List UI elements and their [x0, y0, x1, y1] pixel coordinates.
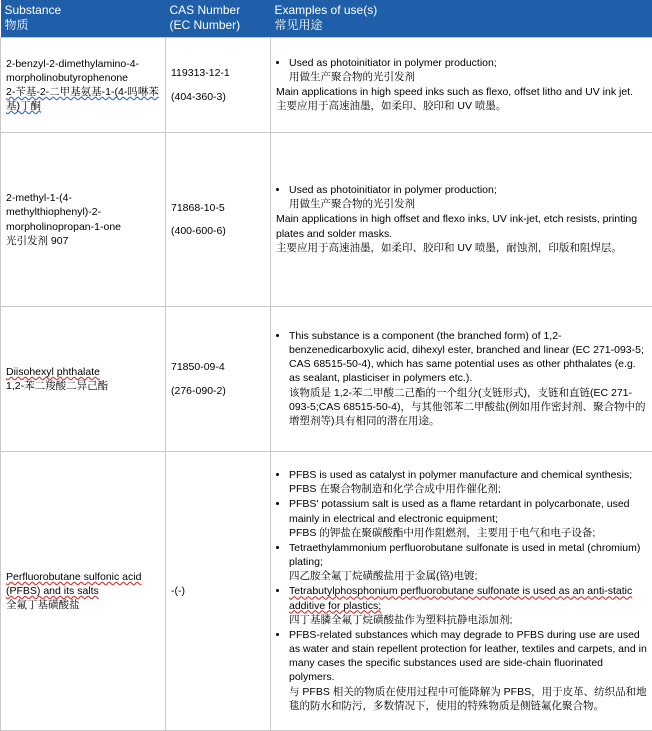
cas-number: 119313-12-1 [171, 66, 265, 80]
column-header-substance-zh: 物质 [5, 18, 29, 32]
column-header-substance [1, 0, 166, 38]
column-header-cas [166, 0, 271, 38]
cas-cell [166, 133, 271, 307]
use-text-zh: 主要应用于高速油墨，如柔印、胶印和 UV 喷墨，耐蚀剂，印版和阻焊层。 [276, 242, 622, 254]
use-text-zh: PFBS 的钾盐在聚碳酸酯中用作阻燃剂，主要用于电气和电子设备; [289, 527, 595, 539]
ec-number: (404-360-3) [171, 90, 265, 104]
use-text-en: Tetraethylammonium perfluorobutane sulfonate is used in metal (chromium) plating; [289, 542, 640, 568]
table-row [1, 133, 652, 307]
substance-name-en: Perfluorobutane sulfonic acid (PFBS) and its salts [6, 570, 160, 598]
substance-name-zh: 光引发剂 907 [6, 234, 160, 248]
use-text-zh: 四丁基膦全氟丁烷磺酸盐作为塑料抗静电添加剂; [289, 614, 512, 626]
use-text-zh: 与 PFBS 相关的物质在使用过程中可能降解为 PFBS，用于皮革、纺织品和地毯的防水和防污，多数情况下，使用的特殊物质是侧链氟化聚合物。 [289, 686, 647, 712]
uses-cell [271, 307, 652, 452]
substance-name-en: 2-methyl-1-(4-methylthiophenyl)-2-morpholinopropan-1-one [6, 191, 160, 234]
uses-cell [271, 452, 652, 731]
list-item [289, 584, 647, 627]
uses-list [276, 329, 647, 428]
substance-name-zh: 全氟丁基磺酸盐 [6, 598, 160, 612]
table-row [1, 452, 652, 731]
list-item [289, 56, 647, 84]
use-text-zh: 主要应用于高速油墨，如柔印、胶印和 UV 喷墨。 [276, 100, 506, 112]
ec-number: (276-090-2) [171, 384, 265, 398]
column-header-cas-ec: (EC Number) [170, 18, 241, 32]
list-item [289, 329, 647, 428]
use-text-zh: 用做生产聚合物的光引发剂 [289, 71, 415, 83]
cas-number: -(-) [171, 584, 265, 598]
substance-cell [1, 133, 166, 307]
use-text-en: This substance is a component (the branched form) of 1,2-benzenedicarboxylic acid, dihexyl ester, branched and linear (EC 271-093-5; CAS 68515-50-4), which has same potential uses as other phthalates (e.g. as sealant, plasticiser in polymers etc.). [289, 330, 644, 385]
use-text-en: PFBS is used as catalyst in polymer manufacture and chemical synthesis; [289, 469, 632, 481]
use-text-en: Main applications in high offset and flexo inks, UV ink-jet, etch resists, printing plates and solder masks. [276, 213, 637, 239]
uses-cell [271, 38, 652, 133]
use-text-en: Main applications in high speed inks such as flexo, offset litho and UV ink jet. [276, 86, 633, 98]
substance-cell [1, 452, 166, 731]
table-row [1, 38, 652, 133]
column-header-substance-en: Substance [5, 3, 62, 17]
list-item [289, 497, 647, 540]
column-header-uses-zh: 常见用途 [275, 18, 323, 32]
substance-cell [1, 307, 166, 452]
substance-name-en: Diisohexyl phthalate [6, 365, 160, 379]
list-item [276, 85, 647, 113]
use-text-en: Tetrabutylphosphonium perfluorobutane sulfonate is used as an anti-static additive for plastics; [289, 585, 632, 611]
table-header-row [1, 0, 652, 38]
uses-list [276, 183, 647, 255]
list-item [289, 183, 647, 211]
table-row [1, 307, 652, 452]
uses-list [276, 56, 647, 114]
use-text-en: PFBS' potassium salt is used as a flame retardant in polycarbonate, used mainly in electrical and electronic equipment; [289, 498, 630, 524]
ec-number: (400-600-6) [171, 224, 265, 238]
uses-cell [271, 133, 652, 307]
cas-cell [166, 307, 271, 452]
use-text-en: PFBS-related substances which may degrade to PFBS during use are used as water and stain repellent protection for leather, textiles and carpets, and in many cases the specific substances used are side-chain fluorinated polymers. [289, 629, 647, 684]
use-text-en: Used as photoinitiator in polymer production; [289, 184, 497, 196]
substance-name-en: 2-benzyl-2-dimethylamino-4-morpholinobutyrophenone [6, 57, 160, 85]
use-text-zh: 该物质是 1,2-苯二甲酸二己酯的一个组分(支链形式)，支链和直链(EC 271-093-5;CAS 68515-50-4)，与其他邻苯二甲酸盐(例如用作密封剂、聚合物中的增塑剂等)具有相同的潜在用途。 [289, 387, 645, 427]
column-header-uses-en: Examples of use(s) [275, 3, 378, 17]
use-text-en: Used as photoinitiator in polymer production; [289, 57, 497, 69]
use-text-zh: 用做生产聚合物的光引发剂 [289, 198, 415, 210]
list-item [289, 541, 647, 584]
substance-name-zh: 1,2-苯二羧酸二异己酯 [6, 379, 160, 393]
substance-cell [1, 38, 166, 133]
use-text-zh: PFBS 在聚合物制造和化学合成中用作催化剂; [289, 483, 501, 495]
use-text-zh: 四乙胺全氟丁烷磺酸盐用于金属(铬)电镀; [289, 570, 477, 582]
column-header-cas-en: CAS Number [170, 3, 241, 17]
uses-list [276, 468, 647, 713]
list-item [289, 628, 647, 713]
cas-number: 71868-10-5 [171, 201, 265, 215]
cas-number: 71850-09-4 [171, 360, 265, 374]
list-item [289, 468, 647, 496]
cas-cell [166, 38, 271, 133]
substance-name-zh: 2-苄基-2-二甲基氨基-1-(4-吗啉苯基)丁酮 [6, 85, 160, 113]
column-header-uses [271, 0, 652, 38]
cas-cell [166, 452, 271, 731]
list-item [276, 212, 647, 255]
